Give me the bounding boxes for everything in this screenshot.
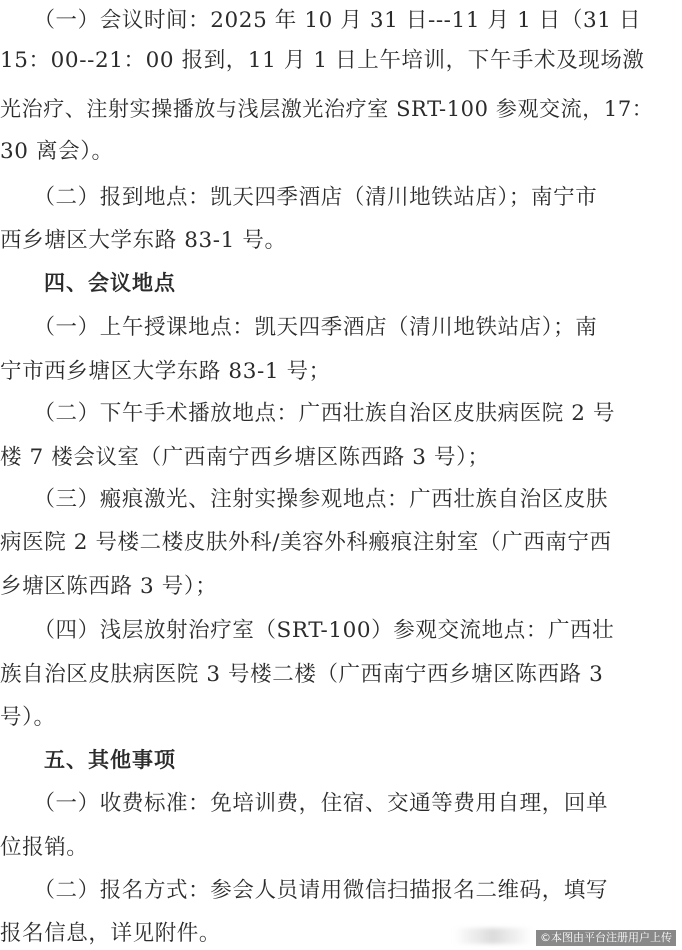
section-heading: 四、会议地点 (0, 271, 176, 295)
section-heading: 五、其他事项 (0, 748, 176, 772)
text-line: 15：00--21：00 报到，11 月 1 日上午培训，下午手术及现场激 (0, 48, 645, 73)
text-line: 西乡塘区大学东路 83-1 号。 (0, 228, 287, 253)
text-line: 号）。 (0, 705, 56, 730)
text-line: 乡塘区陈西路 3 号）； (0, 574, 218, 599)
text-line: （三）瘢痕激光、注射实操参观地点：广西壮族自治区皮肤 (0, 487, 609, 512)
text-line: 30 离会）。 (0, 139, 114, 164)
text-line: （二）下午手术播放地点：广西壮族自治区皮肤病医院 2 号 (0, 401, 616, 426)
text-line: 楼 7 楼会议室（广西南宁西乡塘区陈西路 3 号）； (0, 445, 490, 470)
text-line: （四）浅层放射治疗室（SRT-100）参观交流地点：广西壮 (0, 618, 615, 643)
text-line: （一）收费标准：免培训费，住宿、交通等费用自理，回单 (0, 791, 609, 816)
text-line: 报名信息，详见附件。 (0, 921, 222, 946)
text-line: 病医院 2 号楼二楼皮肤外科/美容外科瘢痕注射室（广西南宁西 (0, 530, 612, 555)
text-line: 宁市西乡塘区大学东路 83-1 号； (0, 359, 331, 384)
text-line: 光治疗、注射实操播放与浅层激光治疗室 SRT-100 参观交流，17： (0, 97, 654, 121)
text-line: （一）上午授课地点：凯天四季酒店（清川地铁站店）；南 (0, 315, 598, 340)
text-line: 位报销。 (0, 835, 89, 860)
upload-watermark: ©本图由平台注册用户上传 (536, 930, 676, 946)
text-line: （二）报到地点：凯天四季酒店（清川地铁站店）；南宁市 (0, 185, 598, 210)
text-line: 族自治区皮肤病医院 3 号楼二楼（广西南宁西乡塘区陈西路 3 (0, 662, 604, 687)
blurred-watermark (454, 928, 532, 944)
text-line: （一）会议时间：2025 年 10 月 31 日---11 月 1 日（31 日 (0, 8, 642, 33)
text-line: （二）报名方式：参会人员请用微信扫描报名二维码，填写 (0, 878, 609, 903)
